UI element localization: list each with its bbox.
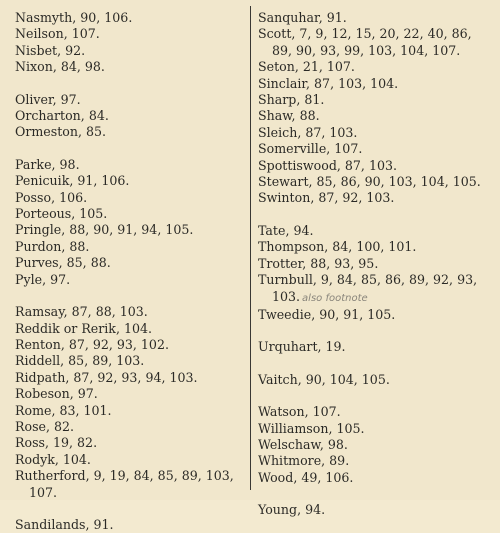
entry-pages: 91, 106. [77, 173, 130, 189]
entry-pages: 90, 106. [80, 10, 133, 25]
index-entry: Pringle, 88, 90, 91, 94, 105. [15, 222, 194, 238]
entry-pages: 9, 19, 84, 85, 89, 103, [93, 468, 234, 484]
index-entry: Williamson, 105. [258, 420, 365, 436]
index-entry: Nisbet, 92. [15, 42, 86, 58]
entry-continuation [258, 289, 494, 307]
entry-name: Posso [15, 189, 52, 205]
entry-pages: 90, 104, 105. [305, 371, 390, 387]
entry-pages: 82. [54, 418, 75, 434]
entry-pages: 92. [65, 42, 86, 58]
index-entry: Sleich, 87, 103. [258, 124, 358, 140]
handwritten-note: also footnote [302, 292, 368, 304]
entry-name: Nixon [15, 59, 53, 75]
entry-pages-continued: 103. [272, 288, 301, 304]
entry-name: Shaw [258, 108, 292, 124]
entry-name: Urquhart [258, 339, 318, 355]
index-entry: Parke, 98. [15, 156, 80, 172]
entry-name: Stewart [258, 174, 309, 190]
index-column-left [15, 10, 245, 533]
index-entry: Penicuik, 91, 106. [15, 173, 130, 189]
index-entry: Watson, 107. [258, 404, 341, 420]
entry-pages: 85. [85, 124, 107, 140]
entry-pages: 107. [334, 141, 363, 157]
entry-name: Reddik or Rerik [15, 320, 116, 336]
entry-name: Tate [258, 222, 286, 238]
letter-section-gap [15, 288, 245, 304]
entry-name: Pyle [15, 271, 43, 287]
entry-name: Pringle [15, 222, 62, 238]
index-entry: Scott, 7, 9, 12, 15, 20, 22, 40, 86, [258, 26, 472, 42]
entry-name: Sinclair [258, 75, 307, 91]
entry-name: Ridpath [15, 369, 66, 385]
index-entry: Orcharton, 84. [15, 108, 109, 124]
index-entry: Somerville, 107. [258, 141, 363, 157]
index-entry: Robeson, 97. [15, 386, 98, 402]
index-entry: Tate, 94. [258, 222, 314, 238]
entry-name: Purdon [15, 238, 62, 254]
entry-pages: 98. [59, 156, 80, 172]
entry-name: Seton [258, 59, 295, 75]
entry-name: Trotter [258, 255, 303, 271]
entry-pages: 19. [325, 339, 346, 355]
entry-pages: 88, 93, 95. [310, 255, 379, 271]
entry-name: Vaitch [258, 371, 298, 387]
entry-pages: 87, 103. [305, 124, 358, 140]
entry-pages: 9, 84, 85, 86, 89, 92, 93, [320, 272, 478, 288]
entry-pages-continued: 89, 90, 93, 99, 103, 104, 107. [272, 42, 461, 58]
entry-pages: 104. [123, 320, 153, 336]
entry-name: Rodyk [15, 451, 55, 467]
index-entry: Rome, 83, 101. [15, 402, 112, 418]
entry-name: Young [258, 502, 298, 518]
entry-name: Parke [15, 156, 52, 172]
entry-name: Rutherford [15, 468, 86, 484]
entry-pages-continued: 107. [29, 484, 58, 500]
index-entry: Nasmyth, 90, 106. [15, 10, 133, 25]
entry-pages: 97. [77, 386, 98, 402]
entry-name: Robeson [15, 386, 70, 402]
entry-name: Oliver [15, 91, 53, 107]
entry-name: Thompson [258, 239, 325, 255]
index-entry: Wood, 49, 106. [258, 469, 354, 485]
entry-pages: 107. [71, 26, 100, 42]
index-entry: Sinclair, 87, 103, 104. [258, 75, 399, 91]
entry-pages: 49, 106. [301, 469, 354, 485]
index-entry: Neilson, 107. [15, 26, 100, 42]
entry-pages: 7, 9, 12, 15, 20, 22, 40, 86, [299, 26, 472, 42]
index-entry: Purves, 85, 88. [15, 255, 111, 271]
entry-name: Spottiswood [258, 157, 337, 173]
entry-name: Ross [15, 435, 45, 451]
entry-name: Penicuik [15, 173, 70, 189]
entry-pages: 94. [293, 222, 314, 238]
entry-pages: 88. [69, 238, 90, 254]
index-entry: Young, 94. [258, 502, 326, 518]
index-entry: Sanquhar, 91. [258, 10, 347, 25]
index-entry: Nixon, 84, 98. [15, 59, 105, 75]
entry-name: Sanquhar [258, 10, 319, 25]
entry-name: Somerville [258, 141, 327, 157]
letter-section-gap [258, 356, 494, 372]
entry-name: Nasmyth [15, 10, 73, 25]
entry-name: Sharp [258, 92, 297, 108]
entry-pages: 87, 92, 93, 102. [68, 336, 169, 352]
index-entry: Rose, 82. [15, 418, 75, 434]
entry-pages: 84. [88, 108, 109, 124]
entry-pages: 106. [59, 189, 88, 205]
entry-pages: 81. [304, 92, 325, 108]
entry-pages: 88, 90, 91, 94, 105. [69, 222, 194, 238]
entry-pages: 104. [62, 451, 91, 467]
entry-pages: 105. [336, 420, 365, 436]
index-entry: Rodyk, 104. [15, 451, 91, 467]
index-entry: Vaitch, 90, 104, 105. [258, 371, 390, 387]
index-entry: Shaw, 88. [258, 108, 320, 124]
entry-name: Swinton [258, 190, 311, 206]
entry-name: Williamson [258, 420, 329, 436]
entry-pages: 89. [329, 453, 350, 469]
entry-pages: 98. [327, 436, 348, 452]
index-entry: Ormeston, 85. [15, 124, 107, 140]
entry-name: Ramsay [15, 304, 64, 320]
index-entry: Reddik or Rerik, 104. [15, 320, 153, 336]
index-entry: Ross, 19, 82. [15, 435, 98, 451]
entry-pages: 83, 101. [59, 402, 112, 418]
entry-pages: 105. [79, 206, 108, 222]
entry-pages: 19, 82. [53, 435, 98, 451]
entry-pages: 88. [299, 108, 320, 124]
index-entry: Posso, 106. [15, 189, 88, 205]
entry-name: Watson [258, 404, 305, 420]
entry-name: Sleich [258, 124, 298, 140]
index-entry: Pyle, 97. [15, 271, 71, 287]
letter-section-gap [15, 76, 245, 92]
index-entry: Sharp, 81. [258, 92, 325, 108]
letter-section-gap [15, 141, 245, 157]
index-entry: Whitmore, 89. [258, 453, 350, 469]
entry-pages: 85, 88. [66, 255, 111, 271]
entry-pages: 94. [305, 502, 326, 518]
entry-pages: 107. [312, 404, 341, 420]
index-column-right [258, 10, 494, 519]
entry-pages: 84, 98. [60, 59, 105, 75]
entry-pages: 87, 103, 104. [314, 75, 399, 91]
entry-pages: 97. [50, 271, 71, 287]
index-entry: Purdon, 88. [15, 238, 90, 254]
entry-pages: 87, 103. [344, 157, 397, 173]
index-entry: Spottiswood, 87, 103. [258, 157, 397, 173]
letter-section-gap [258, 388, 494, 404]
entry-name: Rose [15, 418, 46, 434]
index-entry: Tweedie, 90, 91, 105. [258, 306, 396, 322]
entry-name: Neilson [15, 26, 64, 42]
entry-name: Riddell [15, 353, 61, 369]
index-entry: Turnbull, 9, 84, 85, 86, 89, 92, 93, [258, 272, 478, 288]
entry-name: Ormeston [15, 124, 78, 140]
index-entry: Welschaw, 98. [258, 436, 348, 452]
entry-name: Whitmore [258, 453, 322, 469]
entry-pages: 84, 100, 101. [332, 239, 417, 255]
index-entry: Ridpath, 87, 92, 93, 94, 103. [15, 369, 198, 385]
letter-section-gap [258, 323, 494, 339]
entry-name: Sandilands [15, 516, 86, 532]
index-entry: Urquhart, 19. [258, 339, 346, 355]
index-entry: Renton, 87, 92, 93, 102. [15, 336, 169, 352]
index-entry: Swinton, 87, 92, 103. [258, 190, 395, 206]
entry-name: Tweedie [258, 306, 312, 322]
index-entry: Seton, 21, 107. [258, 59, 355, 75]
index-entry: Thompson, 84, 100, 101. [258, 239, 417, 255]
entry-name: Wood [258, 469, 294, 485]
entry-continuation [15, 485, 245, 501]
entry-name: Porteous [15, 206, 72, 222]
entry-pages: 87, 92, 93, 94, 103. [73, 369, 198, 385]
entry-pages: 21, 107. [302, 59, 355, 75]
index-entry: Sandilands, 91. [15, 516, 114, 532]
letter-section-gap [15, 501, 245, 517]
entry-pages: 87, 92, 103. [318, 190, 395, 206]
index-entry: Oliver, 97. [15, 91, 81, 107]
entry-continuation [258, 43, 494, 59]
entry-name: Nisbet [15, 42, 58, 58]
entry-pages: 87, 88, 103. [71, 304, 148, 320]
entry-pages: 97. [60, 91, 81, 107]
entry-name: Renton [15, 336, 61, 352]
entry-pages: 85, 89, 103. [68, 353, 145, 369]
entry-name: Turnbull [258, 272, 313, 288]
index-entry: Riddell, 85, 89, 103. [15, 353, 145, 369]
index-entry: Trotter, 88, 93, 95. [258, 255, 379, 271]
index-entry: Rutherford, 9, 19, 84, 85, 89, 103, [15, 468, 234, 484]
entry-name: Rome [15, 402, 52, 418]
entry-name: Purves [15, 255, 59, 271]
entry-name: Welschaw [258, 436, 320, 452]
index-entry: Stewart, 85, 86, 90, 103, 104, 105. [258, 174, 481, 190]
column-divider [250, 6, 251, 490]
entry-pages: 91. [93, 516, 114, 532]
index-entry: Ramsay, 87, 88, 103. [15, 304, 148, 320]
entry-name: Scott [258, 26, 292, 42]
entry-name: Orcharton [15, 108, 81, 124]
letter-section-gap [258, 207, 494, 223]
index-entry: Porteous, 105. [15, 206, 108, 222]
entry-pages: 91. [326, 10, 347, 25]
entry-pages: 85, 86, 90, 103, 104, 105. [316, 174, 481, 190]
entry-pages: 90, 91, 105. [319, 306, 396, 322]
